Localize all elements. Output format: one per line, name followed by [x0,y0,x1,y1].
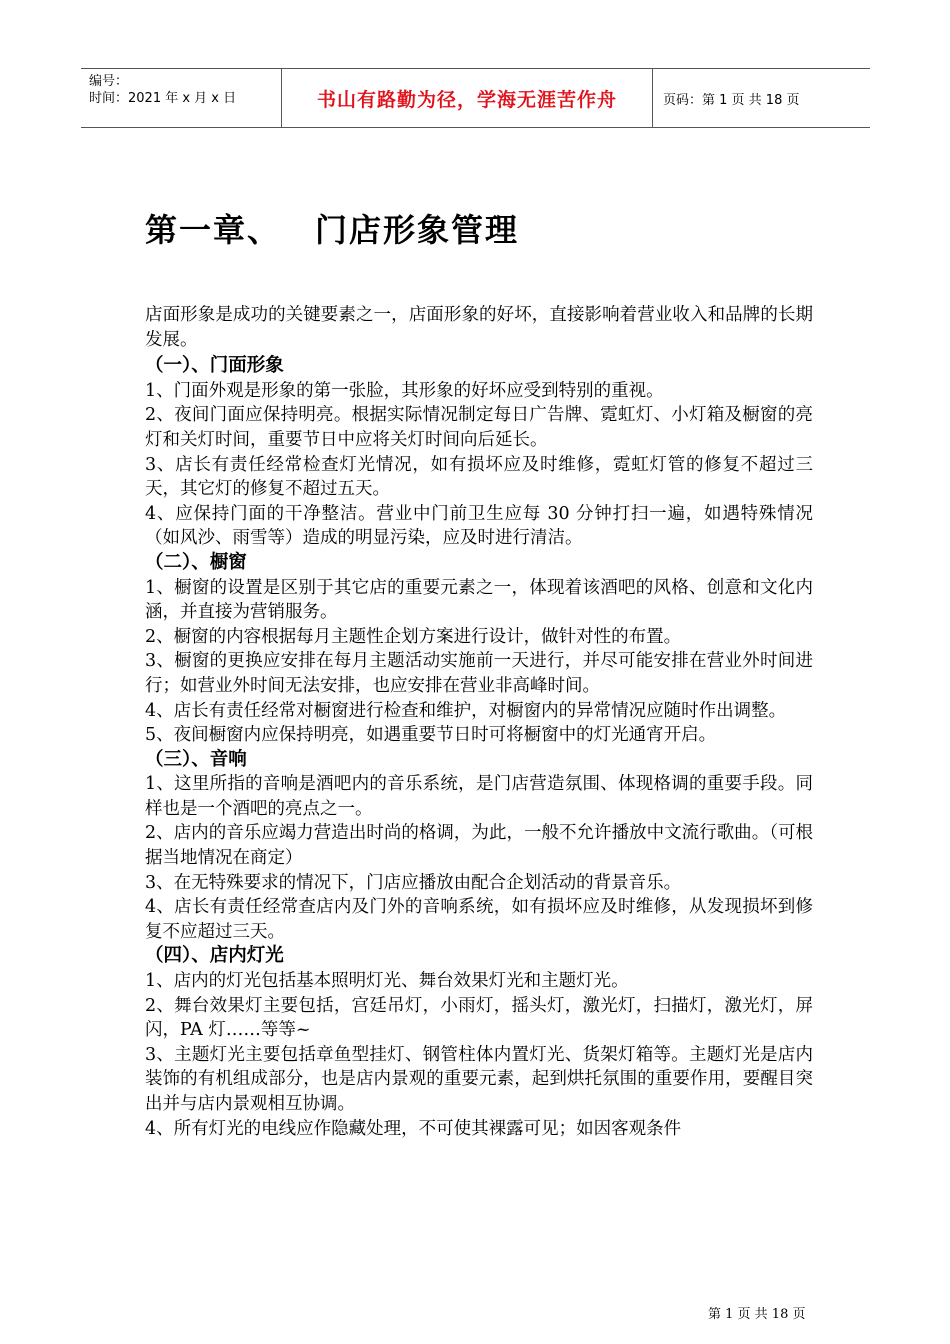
paragraph: 1、门面外观是形象的第一张脸，其形象的好坏应受到特别的重视。 [145,380,664,401]
paragraph: 2、夜间门面应保持明亮。根据实际情况制定每日广告牌、霓虹灯、小灯箱及橱窗的亮灯和关灯时间，重要节日中应将关灯时间向后延长。 [145,405,813,450]
paragraph: 2、舞台效果灯主要包括，宫廷吊灯，小雨灯，摇头灯，激光灯，扫描灯，激光灯，屏闪，PA 灯……等等~ [145,995,813,1041]
header-meta [81,69,281,127]
paragraph: 3、在无特殊要求的情况下，门店应播放由配合企划活动的背景音乐。 [145,872,682,893]
paragraph: 1、这里所指的音响是酒吧内的音乐系统，是门店营造氛围、体现格调的重要手段。同样也是一个酒吧的亮点之一。 [145,774,813,819]
header-page-info: 页码：第 1 页 共 18 页 [663,92,800,108]
paragraph: 3、橱窗的更换应安排在每月主题活动实施前一天进行，并尽可能安排在营业外时间进行；如营业外时间无法安排，也应安排在营业非高峰时间。 [145,651,813,696]
header-motto: 书山有路勤为径，学海无涯苦作舟 [281,69,653,127]
section-heading: （三）、音响 [145,748,247,770]
paragraph: 5、夜间橱窗内应保持明亮，如遇重要节日时可将橱窗中的灯光通宵开启。 [145,725,717,746]
chapter-title [145,205,519,251]
paragraph: 3、主题灯光主要包括章鱼型挂灯、钢管柱体内置灯光、货架灯箱等。主题灯光是店内装饰的有机组成部分，也是店内景观的重要元素，起到烘托氛围的重要作用，要醒目突出并与店内景观相互协调。 [145,1044,813,1114]
document-body [145,303,813,1141]
paragraph: 3、店长有责任经常检查灯光情况，如有损坏应及时维修，霓虹灯管的修复不超过三天，其它灯的修复不超过五天。 [145,454,813,500]
chapter-name: 门店形象管理 [315,211,520,249]
paragraph: 4、店长有责任经常查店内及门外的音响系统，如有损坏应及时维修，从发现损坏到修复不应超过三天。 [145,897,813,942]
paragraph: 4、店长有责任经常对橱窗进行检查和维护，对橱窗内的异常情况应随时作出调整。 [145,700,787,721]
document-number-label: 编号： [89,74,129,89]
paragraph: 2、橱窗的内容根据每月主题性企划方案进行设计，做针对性的布置。 [145,626,682,647]
paragraph: 1、橱窗的设置是区别于其它店的重要元素之一，体现着该酒吧的风格、创意和文化内涵，并直接为营销服务。 [145,577,813,623]
section-heading: （二）、橱窗 [145,551,247,573]
intro-paragraph: 店面形象是成功的关键要素之一，店面形象的好坏，直接影响着营业收入和品牌的长期发展。 [145,305,813,350]
paragraph: 2、店内的音乐应竭力营造出时尚的格调，为此，一般不允许播放中文流行歌曲。（可根据当地情况在商定） [145,823,813,869]
page-footer: 第 1 页 共 18 页 [708,1307,806,1322]
paragraph: 1、店内的灯光包括基本照明灯光、舞台效果灯光和主题灯光。 [145,971,629,992]
section-heading: （一）、门面形象 [145,355,284,377]
paragraph: 4、应保持门面的干净整洁。营业中门前卫生应每 30 分钟打扫一遍，如遇特殊情况（如风沙、雨雪等）造成的明显污染，应及时进行清洁。 [145,503,813,549]
chapter-number: 第一章、 [145,211,282,249]
section-heading: （四）、店内灯光 [145,945,284,967]
page-header [81,68,870,128]
document-time: 时间：2021 年 x 月 x 日 [89,91,237,106]
paragraph: 4、所有灯光的电线应作隐藏处理，不可使其裸露可见；如因客观条件 [145,1118,682,1139]
